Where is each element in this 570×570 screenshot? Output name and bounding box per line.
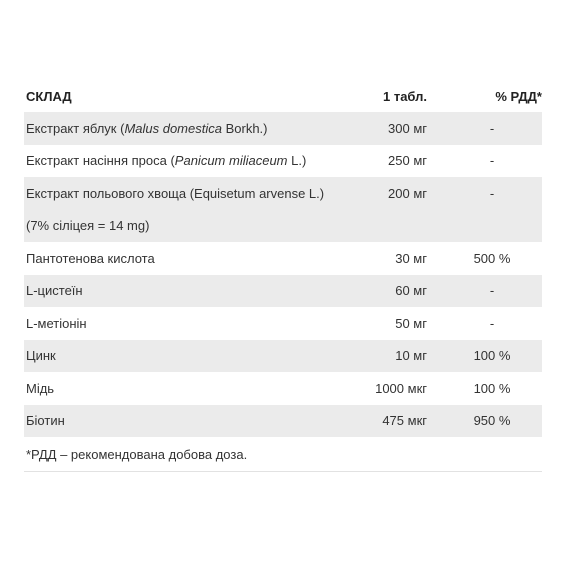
ingredient-name (24, 413, 337, 428)
ingredient-dose: 30 мг (395, 250, 427, 266)
ingredient-rdd: - (489, 315, 495, 331)
ingredient-dose: 1000 мкг (375, 380, 427, 396)
header-name: СКЛАД (26, 88, 72, 104)
ingredient-dose: 60 мг (395, 283, 427, 299)
table-row (24, 177, 542, 210)
table-row (24, 340, 542, 373)
ingredient-latin-name: Panicum miliaceum (174, 153, 288, 169)
ingredient-rdd: - (489, 120, 495, 136)
ingredient-name-text: L-метіонін (26, 315, 87, 331)
ingredient-dose: 10 мг (395, 348, 427, 364)
ingredient-dose: 475 мкг (382, 413, 427, 429)
ingredient-name (24, 316, 337, 331)
ingredient-name-text: Екстракт яблук ( (26, 120, 125, 136)
table-row (24, 307, 542, 340)
ingredient-dose: 250 мг (388, 153, 427, 169)
ingredient-name-text: Екстракт польового хвоща (Equisetum arvense L.) (26, 185, 325, 201)
ingredient-name-text: (7% сіліцея = 14 mg) (26, 218, 150, 234)
ingredient-name-suffix: L.) (287, 153, 307, 169)
ingredient-name (24, 348, 337, 363)
ingredient-latin-name: Malus domestica (124, 120, 222, 136)
ingredient-name-text: Цинк (26, 348, 56, 364)
ingredient-dose: 300 мг (388, 120, 427, 136)
ingredient-rdd: - (489, 283, 495, 299)
ingredient-name-text: Пантотенова кислота (26, 250, 155, 266)
header-rdd: % РДД* (495, 88, 542, 104)
ingredient-name (24, 283, 337, 298)
header-dose: 1 табл. (382, 88, 427, 104)
ingredient-name (24, 218, 337, 233)
ingredient-name-text: Біотин (26, 413, 65, 429)
table-row (24, 275, 542, 308)
table-row (24, 372, 542, 405)
composition-table (24, 80, 542, 472)
ingredient-rdd: 100 % (473, 380, 511, 396)
table-body (24, 112, 542, 437)
ingredient-name (24, 186, 337, 201)
ingredient-dose: 50 мг (395, 315, 427, 331)
ingredient-name-text: Мідь (26, 380, 55, 396)
ingredient-name (24, 251, 337, 266)
ingredient-rdd: 100 % (473, 348, 511, 364)
ingredient-name (24, 381, 337, 396)
ingredient-rdd: 500 % (473, 250, 511, 266)
table-row (24, 405, 542, 438)
ingredient-name-text: Екстракт насіння проса ( (26, 153, 175, 169)
ingredient-name-suffix: Borkh.) (221, 120, 268, 136)
table-row (24, 210, 542, 243)
ingredient-name (24, 121, 337, 136)
ingredient-rdd: - (489, 153, 495, 169)
footnote: *РДД – рекомендована добова доза. (24, 437, 542, 472)
ingredient-name (24, 153, 337, 168)
ingredient-name-text: L-цистеїн (26, 283, 83, 299)
table-row (24, 112, 542, 145)
ingredient-dose: 200 мг (388, 185, 427, 201)
table-header (24, 80, 542, 112)
ingredient-rdd: 950 % (473, 413, 511, 429)
table-row (24, 145, 542, 178)
table-row (24, 242, 542, 275)
ingredient-rdd: - (489, 185, 495, 201)
